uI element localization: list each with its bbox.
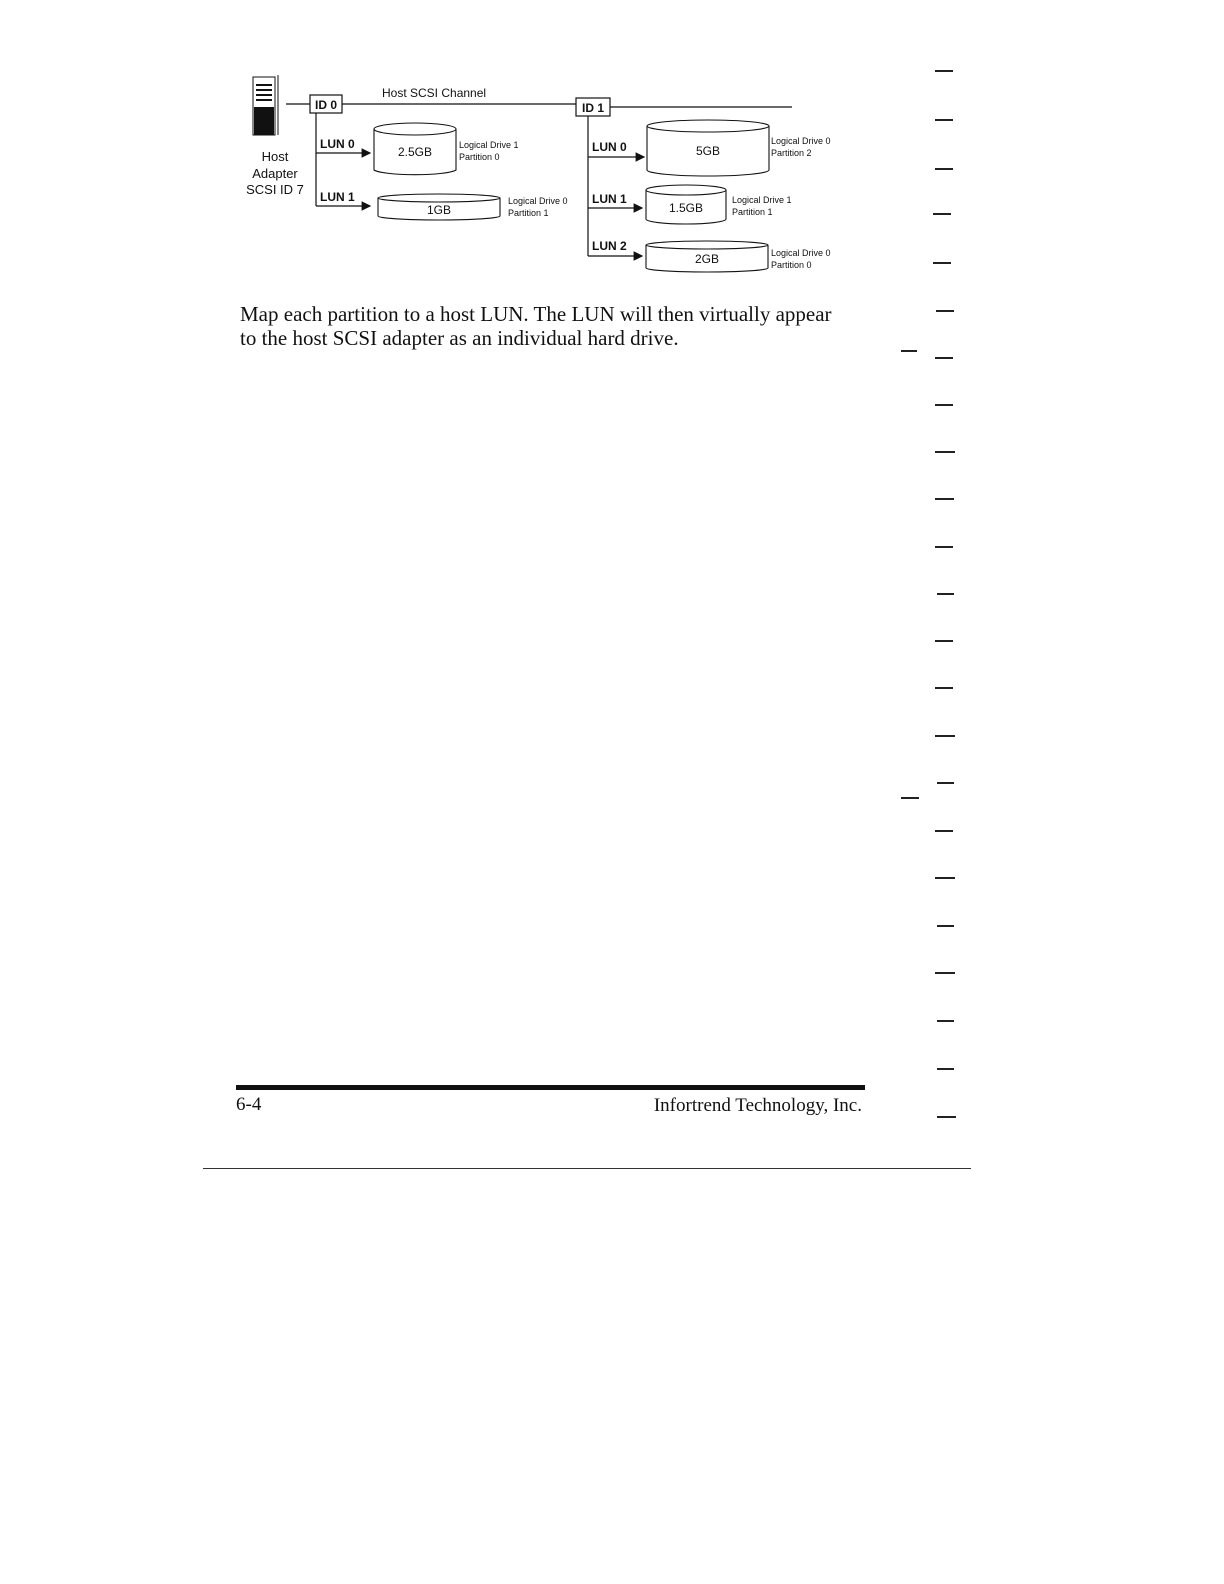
- id0-lun0-branch: [316, 123, 519, 175]
- footer-rule: [236, 1085, 865, 1090]
- id1-lun0-label: LUN 0: [592, 140, 627, 154]
- host-label-line1: Host: [261, 149, 289, 164]
- margin-tick: [935, 830, 953, 832]
- host-computer-icon: [253, 75, 278, 135]
- margin-tick: [935, 498, 954, 500]
- id0-lun0-partition: Partition 0: [459, 152, 500, 162]
- id1-box: [576, 98, 610, 116]
- margin-tick: [935, 735, 955, 737]
- margin-tick: [937, 1068, 954, 1070]
- margin-tick: [933, 262, 951, 264]
- margin-tick: [901, 350, 917, 352]
- margin-tick: [937, 925, 954, 927]
- id0-lun0-size: 2.5GB: [397, 145, 433, 159]
- id1-lun0-drive: Logical Drive 0: [771, 136, 831, 146]
- scan-edge-line: [203, 1168, 971, 1169]
- margin-tick: [935, 119, 953, 121]
- id0-lun1-partition: Partition 1: [508, 208, 549, 218]
- margin-tick: [936, 310, 954, 312]
- id0-lun1-size: 1GB: [426, 203, 452, 217]
- page-number: 6-4: [236, 1094, 262, 1115]
- margin-tick: [935, 640, 953, 642]
- margin-tick: [935, 972, 955, 974]
- id0-lun0-label: LUN 0: [320, 137, 355, 151]
- id1-label: ID 1: [581, 101, 605, 115]
- margin-tick: [937, 782, 954, 784]
- footer-company: Infortrend Technology, Inc.: [653, 1095, 862, 1116]
- margin-tick: [935, 404, 953, 406]
- host-label-line2: Adapter: [252, 166, 298, 181]
- margin-tick: [937, 1020, 954, 1022]
- host-label-line3: SCSI ID 7: [246, 182, 304, 197]
- margin-tick: [935, 357, 953, 359]
- id1-lun2-size: 2GB: [694, 252, 720, 266]
- margin-tick: [935, 168, 953, 170]
- margin-tick: [901, 797, 919, 799]
- id1-lun2-partition: Partition 0: [771, 260, 812, 270]
- id1-lun2-branch: [588, 239, 831, 272]
- body-line-2: to the host SCSI adapter as an individual hard drive.: [240, 326, 679, 350]
- id1-lun1-partition: Partition 1: [732, 207, 773, 217]
- body-paragraph: [240, 302, 880, 350]
- margin-tick: [935, 546, 953, 548]
- margin-tick: [937, 1116, 956, 1118]
- margin-tick: [933, 213, 951, 215]
- id1-lun1-label: LUN 1: [592, 192, 627, 206]
- id1-lun1-size: 1.5GB: [668, 201, 704, 215]
- id0-box: [310, 95, 342, 113]
- margin-tick: [935, 877, 955, 879]
- id1-lun2-label: LUN 2: [592, 239, 627, 253]
- id1-lun0-branch: [588, 120, 831, 176]
- id1-lun1-drive: Logical Drive 1: [732, 195, 792, 205]
- channel-label: Host SCSI Channel: [382, 86, 487, 100]
- id0-lun1-label: LUN 1: [320, 190, 355, 204]
- id0-lun1-drive: Logical Drive 0: [508, 196, 568, 206]
- id0-lun1-branch: [316, 190, 568, 220]
- id1-lun0-size: 5GB: [695, 144, 721, 158]
- id0-label: ID 0: [314, 98, 338, 112]
- lun-mapping-diagram: [0, 0, 1224, 300]
- id1-lun2-drive: Logical Drive 0: [771, 248, 831, 258]
- id1-lun1-branch: [588, 185, 792, 224]
- margin-tick: [935, 687, 953, 689]
- margin-tick: [935, 70, 953, 72]
- margin-tick: [937, 593, 954, 595]
- id1-lun0-partition: Partition 2: [771, 148, 812, 158]
- body-line-1: Map each partition to a host LUN. The LUN will then virtually appear: [240, 302, 832, 326]
- id0-lun0-drive: Logical Drive 1: [459, 140, 519, 150]
- margin-tick: [935, 451, 955, 453]
